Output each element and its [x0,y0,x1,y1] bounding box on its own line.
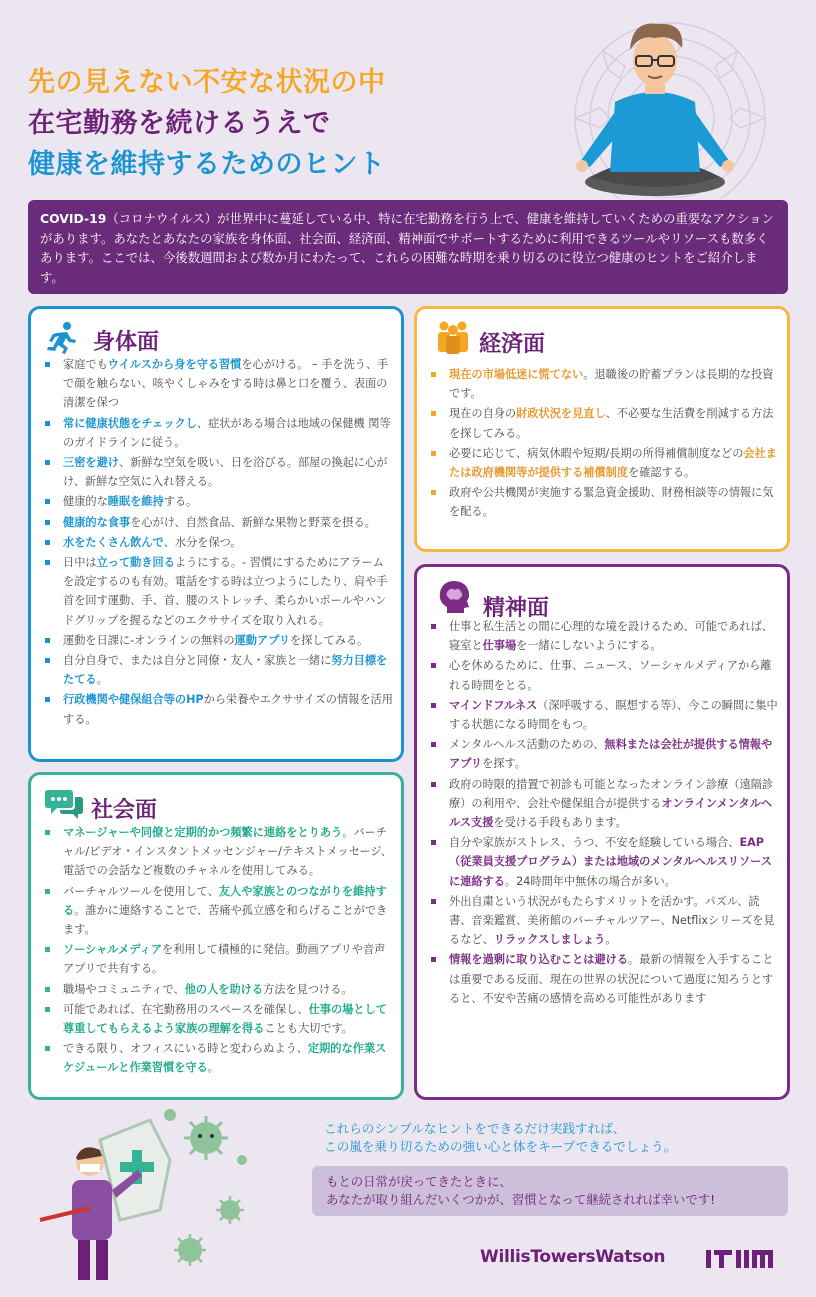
item-text: ことも大切です。 [264,1022,353,1036]
highlight-text: 立って動き回る [96,556,175,570]
item-text: 、新鮮な空気を吸い、日を浴びる。部屋の換起に心がけ、新鮮な空気に入れ替える。 [63,456,388,489]
item-text: 、水分を保つ。 [163,535,242,549]
intro-banner [28,200,788,294]
highlight-text: ウイルスから身を守る習慣 [107,358,242,371]
item-text: 。24時間年中無休の場合が多い。 [504,874,676,888]
social-heading: 社会面 [91,798,158,823]
list-item [35,533,395,552]
item-text: 方法を見つける。 [263,982,353,996]
list-item [35,492,395,511]
highlight-text: 三密を避け [63,456,119,470]
item-text: 自分自身で、または自分と同僚・友人・家族と一緒に [63,654,332,668]
wish-banner [312,1166,788,1216]
social-section [28,772,404,1100]
page-title [28,62,386,185]
item-text: 外出自粛という状況がもたらすメリットを活かす。パズル、読書、音楽鑑賞、美術館のバーチャルツアー、Netflixシリーズを見るなど、 [449,894,775,947]
list-item [421,833,781,891]
physical-list [35,355,395,730]
highlight-text: オンラインメンタルヘルス支援 [449,796,773,830]
item-text: を探してみる。 [290,633,369,647]
list-item [35,651,395,689]
intro-text: （コロナウイルス）が世界中に蔓延している中、特に在宅勤務を行う上で、健康を維持していくための重要なアクションがあります。あなたとあなたの家族を身体面、社会面、経済面、精神面でサポートするために利用できるツールやリソースも数多くあります。ここでは、今後数週間および数か月にわたって、これらの困難な時期を乗り切るのに役立つ健康のヒントをご紹介します。 [40,211,774,285]
financial-heading: 経済面 [479,332,546,357]
highlight-text: 他の人を助ける [184,982,264,996]
item-text: を心がける。 – 手を洗う、手で顔を触らない、咳やくしゃみをする時は鼻と口を覆う、表面の清潔を保つ [63,358,389,410]
item-text: 。退職後の貯蓄プランは長期的な投資です。 [449,368,774,401]
list-item [35,823,395,881]
highlight-text: 仕事の場として尊重してもらえるよう家族の理解を得る [63,1002,387,1036]
item-text: 健康的な [63,495,108,509]
wish-line-2: あなたが取り組んだいくつかが、習慣となって継続されれば幸いです! [326,1192,716,1207]
item-text: 現在の自身の [449,407,517,421]
item-text: 。バーチャル/ビデオ・インスタントメッセンジャー/テキストメッセージ、電話での会話など複数のチャネルを使用してみる。 [63,826,392,878]
item-text: 。 [96,673,108,687]
list-item [35,414,395,452]
financial-section [414,306,790,552]
item-text: を探す。 [482,757,526,771]
logo-text: WillisTowersWatson [480,1247,666,1267]
item-text: 政府の時限的措置で初診も可能となったオンライン診療（遠隔診療）の利用や、会社や健保組合が提供する [449,777,774,810]
company-logo [480,1244,786,1274]
highlight-text: 仕事場 [482,639,517,653]
highlight-text: 会社または政府機関等が提供する補償制度 [449,446,777,480]
item-text: を受ける手段もあります。 [493,816,627,830]
chat-bubbles-icon [45,787,83,821]
highlight-text: 情報を過剰に取り込むことは避ける [449,953,629,967]
highlight-text: リラックスしましょう [493,933,606,947]
item-text: 。最新の情報を入手することは重要である反面、現在の世界の状況について過度に知ろうとすると、不安や苦痛の感情を高める可能性があります [449,953,774,1005]
item-text: 運動を日課に-オンラインの無料の [63,633,235,647]
intro-lead: COVID-19 [40,211,107,226]
item-text: （深呼吸する、瞑想する等）、今この瞬間に集中する状態になる時間をもつ。 [449,698,778,732]
list-item [35,631,395,650]
list-item [421,444,781,482]
item-text: 、症状がある場合は地域の保健機 関等のガイドラインに従う。 [63,416,391,449]
item-text: を確認する。 [628,466,696,480]
item-text: 。 [605,933,617,947]
list-item [35,690,395,728]
highlight-text: EAP（従業員支援プログラム）または地域のメンタルヘルスリソースに連絡する [449,836,772,888]
item-text: を利用して積極的に発信。動画アプリや音声アプリで共有する。 [63,943,386,976]
social-list [35,823,395,1079]
list-item [421,404,781,442]
logo-mark-icon [706,1246,776,1270]
list-item [421,617,781,655]
physical-section [28,306,404,762]
highlight-text: 健康的な食事 [63,515,131,529]
meditating-man-illustration [560,12,750,202]
item-text: する。 [163,495,198,509]
running-person-icon [45,321,79,355]
list-item [421,656,781,694]
item-text: メンタルヘルス活動のための、 [449,738,605,752]
item-text: できる限り、オフィスにいる時と変わらぬよう、 [63,1042,308,1056]
highlight-text: 友人や家族とのつながりを維持する [63,884,387,917]
list-item [35,453,395,491]
physical-heading: 身体面 [93,330,160,355]
list-item [421,696,781,734]
list-item [35,940,395,978]
highlight-text: 常に健康状態をチェックし [63,416,197,430]
highlight-text: 現在の市場低迷に慌てない [449,368,584,381]
item-text: 日中は [63,556,97,570]
highlight-text: 睡眠を維持 [107,495,164,509]
item-text: を心がけ、自然食品、新鮮な果物と野菜を摂る。 [130,515,376,529]
closing-line-2: この嵐を乗り切るための強い心と体をキープできるでしょう。 [324,1139,677,1154]
highlight-text: 行政機関や健保組合等のHP [63,693,204,707]
list-item [421,365,781,403]
highlight-text: 努力目標をたてる [63,654,388,687]
item-text: 職場やコミュニティで、 [63,982,185,996]
list-item [421,775,781,833]
item-text: から栄養やエクササイズの情報を活用する。 [63,693,393,726]
list-item [35,1039,395,1077]
head-brain-icon [437,579,471,615]
list-item [35,355,395,413]
list-item [421,483,781,521]
mental-list [421,617,781,1009]
highlight-text: 定期的な作業スケジュールと作業習慣を守る [63,1042,387,1075]
item-text: 政府や公共機関が実施する緊急資金援助、財務相談等の情報に気を配る。 [449,486,774,519]
item-text: 必要に応じて、病気休暇や短期/長期の所得補償制度などの [449,446,744,460]
highlight-text: ソーシャルメディア [63,943,163,957]
highlight-text: マインドフルネス [449,698,538,712]
item-text: 仕事と私生活との間に心理的な境を設けるため、可能であれば、寝室と [449,620,773,653]
highlight-text: 無料または会社が提供する情報やアプリ [449,738,773,771]
item-text: ようにする。- 習慣にするためにアラームを設定するのも有効。電話をする時は立つようにしたり、肩や手首を回す運動、手、首、腰のストレッチ、柔らかいボールやハンドグリップを握るなどのエクササイズを取り入れる。 [63,556,388,627]
item-text: 、不必要な生活費を削減する方法を探してみる。 [449,407,774,440]
virus-icon [184,1116,228,1160]
list-item [35,882,395,940]
list-item [421,735,781,773]
item-text: を一緒にしないようにする。 [516,639,662,653]
item-text: 心を休めるために、仕事、ニュース、ソーシャルメディアから離れる時間をとる。 [449,659,772,692]
list-item [421,892,781,950]
item-text: 可能であれば、在宅勤務用のスペースを確保し、 [63,1002,309,1016]
people-group-icon [435,319,471,355]
item-text: 家庭でも [63,358,108,371]
mental-heading: 精神面 [483,596,550,621]
mental-section [414,564,790,1100]
list-item [35,553,395,630]
wish-line-1: もとの日常が戻ってきたときに、 [326,1174,512,1189]
title-line-2: 在宅勤務を続けるうえで [28,108,331,139]
closing-message [324,1120,784,1156]
item-text: 自分や家族がストレス、うつ、不安を経験している場合、 [449,836,740,850]
closing-line-1: これらのシンプルなヒントをできるだけ実践すれば、 [324,1121,626,1136]
list-item [421,950,781,1008]
virus-shield-illustration [20,1100,280,1290]
highlight-text: マネージャーや同僚と定期的かつ頻繁に連絡をとりあう [63,826,343,839]
list-item [35,980,395,999]
list-item [35,513,395,532]
item-text: バーチャルツールを使用して、 [63,884,219,898]
highlight-text: 水をたくさん飲んで [63,535,164,549]
item-text: 。 [207,1061,219,1075]
title-line-3: 健康を維持するためのヒント [28,149,386,180]
list-item [35,1000,395,1038]
item-text: 。誰かに連絡することで、苦痛や孤立感を和らげることができます。 [63,903,388,937]
highlight-text: 財政状況を見直し [516,407,606,421]
financial-list [421,365,781,523]
highlight-text: 運動アプリ [234,633,291,647]
title-line-1: 先の見えない不安な状況の中 [28,67,386,98]
